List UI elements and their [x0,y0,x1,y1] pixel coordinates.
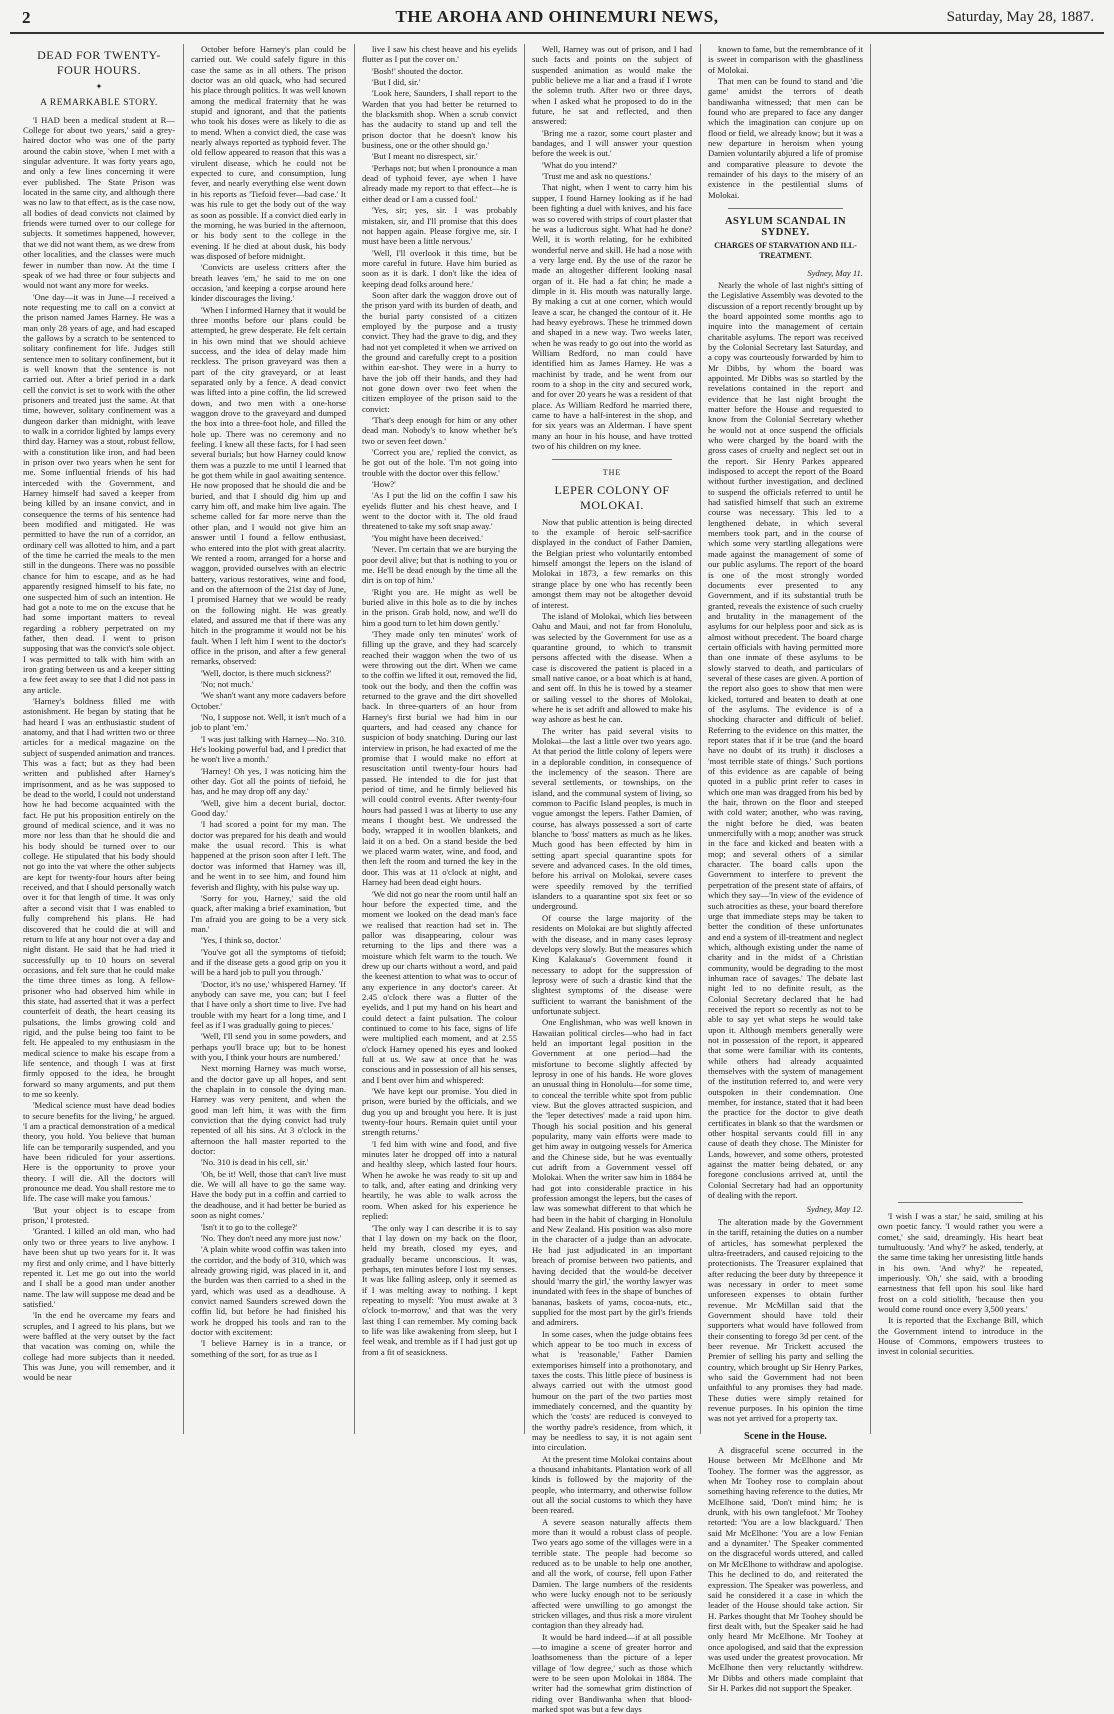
paragraph: Next morning Harney was much worse, and the doctor gave up all hopes, and sent the chaplain in to console the dying man. Harney was very penitent, and when the good man left him, it was with the firm conviction that the dying convict had truly repented of all his sins. At 3 o'clock in the afternoon the hall master reported to the doctor: [191,1063,346,1157]
paragraph: 'Harney! Oh yes, I was noticing him the other day. Got all the points of tiefoid, he has, and he may drop off any day.' [191,765,346,797]
paragraph: 'Isn't it to go to the college?' [201,1221,298,1232]
paragraph: October before Harney's plan could be carried out. We could safely figure in this case the same as in all others. The prison doctor was an old quack, who had secured his place through politics. It was well known among the medical fraternity that he was stupid and ignorant, and that the patients who took his doses were as likely to die as to mend. When a convict died, the case was nearly always reported as typhoid fever. The old fellow appeared to reason that this was a virulent disease, which he could not be expected to cure, and consumption, lung fever, and nearly everything else went down in his reports as 'Tiefoid fever—bad case.' It was his rule to get the body out of the way as soon as possible. If a convict died early in the morning, he was buried in the afternoon, or his body sent to the college in the evening. If he died at about dusk, his body was disposed of before midnight. [191,44,346,261]
paragraph: 'No; not much.' [201,678,254,689]
paragraph: It is reported that the Exchange Bill, which the Government intend to introduce in the House of Commons, empowers trustees to invest in colonial securities. [878,1315,1043,1357]
column-rule [183,44,184,1434]
column-6 [878,44,1043,1434]
paragraph: 'Convicts are useless critters after the breath leaves 'em,' he said to me on one occasion, 'and keeping a corpse around here kinder discourages the living.' [191,262,346,304]
paragraph: 'I had scored a point for my man. The doctor was prepared for his death and would make the usual record. This is what happened at the prison soon after I left. The doctor was informed that Harney was ill, and he went in to see him, and found him feverish and flighty, with his pulse way up. [191,819,346,892]
paragraph: 'No. 310 is dead in his cell, sir.' [201,1157,309,1168]
masthead [10,6,1104,34]
paragraph: 'Granted. I killed an old man, who had only two or three years to live anyhow. I have been shut up two years for it. It was my first and only crime, and I have bitterly repented it. Let me go out into the world and I shall be a good man under another name. The law will suppose me dead and be satisfied.' [23,1226,175,1309]
paragraph: 'How?' [372,479,396,490]
paragraph: 'One day—it was in June—I received a note requesting me to call on a convict at the prison named James Harney. He was a man only 28 years of age, and had escaped the gallows by a scratch to be sentenced to solitary confinement for life. Judges still sentence men to solitary confinement, but it is well known that the sentence is not carried out. After a brief period in a dark cell the convict is set to work with the other prisoners and treated just the same. At that time, however, solitary confinement was a dungeon darker than midnight, with leave to walk in a corridor lighted by lamps every third day. Harney was a stout, robust fellow, with a constitution like iron, and had been in prison over two years when he sent for me. Some influential friends of his had interceded with the Government, and Harney himself had saved a keeper from being killed by an insane convict, and in consequence the terms of his sentence had been modified and mitigated. He was permitted to have the run of a corridor, an ordinary cell was allotted to him, and a part of the time he carried the meals to the men still in the dungeons. There was no possible chance for him to escape, and as he had apparently resigned himself to his fate, no one suspected him of such an intention. He had got a note to me on the excuse that he had some important matters to reveal regarding a robbery perpetrated on my father, then dead. I went to prison supposing that was the convict's sole object. I was permitted to talk with him with an iron grating between us and a keeper sitting a few feet away to see that I did not pass in any article. [23,291,175,695]
paragraph: 'Well, doctor, is there much sickness?' [201,667,332,678]
ornament-divider: ✦ [95,82,103,91]
paragraph: 'Well, I'll send you in some powders, and perhaps you'll brace up; but to be honest with you, I think your hours are numbered.' [191,1031,346,1062]
paragraph: 'I HAD been a medical student at R— College for about two years,' said a grey-haired doctor who was one of the party around the cabin stove, 'when I met with a singular adventure. It was forty years ago, and only a few lines concerning it were ever published. The State Prison was located in the same city, and although there was no law to that effect, as is the case now, all bodies of dead convicts not claimed by friends were turned over to our college for subjects. It sometimes happened, however, that we did not want them, as we drew from other localities, and the classes were much fewer in number than now. At the time I speak of we had three or four subjects and would not want any more for weeks. [23,114,175,291]
article-body [532,517,692,1714]
paragraph: 'Well, I'll overlook it this time, but be more careful in future. Have him buried as soon as it is dark. I don't like the idea of keeping dead folks around here.' [362,247,517,289]
paragraph: Now that public attention is being directed to the example of heroic self-sacrifice displayed in the conduct of Father Damien, the Belgian priest who voluntarily entombed himself amongst the lepers on the island of Molokai in 1873, a few remarks on this strange place by one who has recently been amongst them may not be altogether devoid of interest. [532,516,692,610]
paragraph: It would be hard indeed—if at all possible—to imagine a scene of greater horror and loathsomeness than the picture of a leper village of 'low degree,' such as those which were to be seen upon Molokai in 1884. The writer had the somewhat grim distinction of riding over Bandiwanha when that blood-marked spot was but a few days [532,1631,692,1714]
paragraph: 'I believe Harney is in a trance, or something of the sort, for as true as I [191,1338,346,1359]
paragraph: 'I wish I was a star,' he said, smiling at his own poetic fancy. 'I would rather you were a comet,' she said, dreamingly. His heart beat tumultuously. 'And why?' he asked, tenderly, at the same time taking her unresisting little hands in his own. 'And why?' he repeated, imperiously. 'Oh,' she said, with a brooding earnestness that fell upon his soul like hard frost on a cold sitiolith, 'because then you would come round once every 3,500 years.' [878,1211,1043,1315]
paragraph: 'Perhaps not; but when I pronounce a man dead of typhoid fever, aye when I have already made my report to that effect—he is either dead or I am a cussed fool.' [362,162,517,204]
section-heading: Scene in the House. [744,1430,827,1442]
paragraph: 'Yes, sir; yes, sir. I was probably mistaken, sir, and I'll promise that this does not happen again. Please forgive me, sir. I must have been a little nervous.' [362,205,517,247]
paragraph: 'Trust me and ask no questions.' [542,171,652,182]
article-headline: DEAD FOR TWENTY-FOUR HOURS. [37,48,161,77]
paragraph: 'You've got all the symptoms of tiefoid; and if the disease gets a good grip on you it will be a hard job to pull you through.' [191,946,346,978]
paragraph: 'As I put the lid on the coffin I saw his eyelids flutter and his chest heave, and I went to the doctor with it. The old fraud threatened to take my soft snap away.' [362,490,517,532]
paragraph: 'We did not go near the room until half an hour before the expected time, and the moment we looked on the dead man's face we realised that reaction had set in. The pallor was disappearing, colour was returning to the lips and there was a moisture which felt warm to the touch. We drew up our charts without a word, and paid the keenest attention to what was to occur of any experience in any doctor's career. At 2.45 o'clock there was a flutter of the eyelids, and I put my hand on his heart and could detect a faint pulsation. The colour continued to come to his face, signs of life were multiplied each moment, and at 2.55 o'clock Harney opened his eyes and looked full at us. We saw at once that he was conscious and in possession of all his senses, and I bent over him and whispered: [362,888,517,1085]
paragraph: A severe season naturally affects them more than it would a robust class of people. Two years ago some of the villages were in a terrible state. The people had become so reduced as to be unable to help one another, and all the work, of course, fell upon Father Damien. The large numbers of the residents who were lucky enough not to be seriously affected were unwilling to go amongst the stricken villages, and thus risk a more virulent contagion than they already had. [532,1516,692,1631]
article-subheadline: CHARGES OF STARVATION AND ILL-TREATMENT. [714,240,857,261]
paragraph: 'Never. I'm certain that we are burying the poor devil alive; but that is nothing to you or me. He'll be dead enough by the time all the dirt is on top of him.' [362,544,517,586]
column-rule [354,44,355,1434]
article-divider [898,1202,1023,1203]
column-rule [524,44,525,1434]
paragraph: 'The only way I can describe it is to say that I lay down on my back on the floor, held my breath, closed my eyes, and gradually became unconscious. It was, perhaps, ten minutes before I lost my senses. It was like falling asleep, only it seemed as if I was melting away to nothing. I kept repeating to myself: 'You must awake at 3 o'clock to-morrow,' and that was the very last thing I can remember. My coming back to life was like awakening from sleep, but I feel weak, and tremble as if I had just got up from a fit of seasickness. [362,1222,517,1357]
paragraph: 'What do you intend?' [542,159,617,170]
paper-title: THE AROHA AND OHINEMURI NEWS, [395,7,719,26]
paragraph: known to fame, but the remembrance of it is sweet in comparison with the ghastliness of Molokai. [708,44,863,75]
column-rule [870,44,871,1434]
page-number: 2 [22,8,31,27]
paragraph: 'Sorry for you, Harney,' said the old quack, after making a brief examination, 'but I'm afraid you are going to be a very sick man.' [191,892,346,934]
paragraph: 'We have kept our promise. You died in prison, were buried by the officials, and we dug you up and brought you here. It is just twenty-four hours. Remain quiet until your strength returns.' [362,1086,517,1138]
paragraph: The writer has paid several visits to Molokai—the last a little over two years ago. At that period the little colony of lepers were in a deplorable condition, in consequence of the inclemency of the season. There are several settlements, or townships, on the island, and the communal system of living, so common to Pacific Island peoples, is much in vogue amongst the lepers. Father Damien, of course, has always possessed a sort of carte blanche to 'boss' matters as much as he likes. Much good has been effected by him in setting apart special quarantine spots for severe and advanced cases. In the old times, before his arrival on Molokai, severe cases were speedily removed by the terrified islanders to a quarantine spot six feet or so underground. [532,725,692,912]
paragraph: 'Correct you are,' replied the convict, as he got out of the hole. 'I'm not going into trouble with the doctor over this fellow.' [362,447,517,478]
paragraph: 'They made only ten minutes' work of filling up the grave, and they had scarcely reached their waggon when the two of us were throwing out the dirt. When we came to the coffin we lifted it out, removed the lid, took out the body, and then the coffin was returned to the grave and the dirt shovelled back. In three-quarters of an hour from Harney's first burial we had him in our quarters, and had ceased any chance for suspicion of body snatching. During our last interview in prison, he had exacted of me the promise that I would make no effort at resuscitation until twenty-four hours had passed. He intended to die for just that period of time, and he firmly believed his will could control events. After twenty-four hours had passed I was at liberty to use any means I thought best. We undressed the body, wrapped it in woollen blankets, and laid it on a bed. On a stand beside the bed we placed warm water, wine, and food, and then left the room and turned the key in the door. This was at 11 o'clock at night, and Harney had been dead eight hours. [362,628,517,888]
column-5 [708,44,863,1693]
paragraph: Of course the large majority of the residents on Molokai are but slightly affected with the disease, and in many cases leprosy develops very slowly. But the measures which King Kalakaua's Government found it necessary to adopt for the suppression of leprosy were of such a drastic kind that the slightest symptoms of the disease were sufficient to warrant the banishment of the unfortunate subject. [532,912,692,1016]
blank-column-space [878,44,1043,1194]
paragraph: One Englishman, who was well known in Hawaiian political circles—who had in fact held an important legal position in the Government at one period—had the misfortune to become slightly affected by leprosy in one of his hands. He wore gloves an unusual thing in Honolulu—for some time, to conceal the terrible white spot from public view. But the gloves attracted suspicion, and the 'leper detectives' made a raid upon him. Though his social position and his general popularity, many vain efforts were made to get him away in outgoing vessels for America and the Chinese side, but he was eventually cut adrift from a Government vessel off Molokai. When the writer saw him in 1884 he had got into considerable practice in his profession amongst the lepers, but the cases of law was somewhat different to that which he had been in the habit of charging in Honolulu and New Zealand. His position was also more in the character of a judge than an advocate. He had just adjudicated in an important breach of promise between two patients, and having decided that the would-be deceiver should 'marry the girl,' the worthy lawyer was inundated with fees in the shape of bunches of bananas, baskets of yams, cocoa-nuts, etc., supplied for the most part by the girl's friends and admirers. [532,1017,692,1328]
article-divider [728,208,843,209]
paragraph: 'That's deep enough for him or any other dead man. Nobody's to know whether he's two or seven feet down.' [362,415,517,446]
paragraph: The alteration made by the Government in the tariff, retaining the duties on a number of articles, has somewhat perplexed the ultra-freetraders, and caused rejoicing to the protectionists. The Treasurer explained that after reducing the beer duty by threepence it was necessary in order to meet some unforeseen expenses to obtain further revenue. Mr McMillan said that the Government should have told their supporters what would have followed from their consenting to forego 3d per cent. of the beer revenue. Mr Trickett accused the Premier of selling his party and selling the country, which brought up Sir Henry Parkes, who said the Government had not been unfaithful to any promises they had made. These duties were simply retained for revenue purposes. In his opinion the time was not yet arrived for a property tax. [708,1216,863,1424]
paragraph: That night, when I went to carry him his supper, I found Harney looking as if he had been fighting a duel with knives, and his face was so covered with strips of court plaster that he was a ludicrous sight. What had he done? Well, it is worth relating, for he exhibited wonderful nerve and skill. He had a nose with a very large end. By the use of the razor he made an altogether different looking nasal organ of it. He had a fat chin; he made a dimple in it. His mouth was naturally large. By making a cut at one corner, which would leave a scar, he changed the contour of it. He had heavy eyebrows. These he trimmed down and shaped in a new way. Two weeks later, when he was ready to go out into the world as William Redford, no man could have identified him as James Harney. He was a machinist by trade, and he went from our room to a shop in the city and secured work, and for over 20 years he was a resident of that place. As William Redford he married there, came to have a half-interest in the shop, and for six years was an Alderman. I have spent many an hour in his house, and have trotted two of his children on my knee. [532,182,692,452]
paragraph: 'Bosh!' shouted the doctor. [372,65,463,76]
paragraph: 'In the end he overcame my fears and scruples, and I agreed to his plans, but we were baffled at the very outset by the fact that vacation was coming on, while the college had more subjects than it needed. This was June, you will remember, and it would be near [23,1310,175,1383]
article-divider [552,459,672,460]
article-subheadline: A REMARKABLE STORY. [40,98,158,109]
paragraph: At the present time Molokai contains about a thousand inhabitants. Plantation work of all kinds is followed by the majority of the people, who intermarry, and otherwise follow out all the social customs to which they have been reared. [532,1453,692,1516]
paragraph: 'Well, give him a decent burial, doctor. Good day.' [191,797,346,819]
paragraph: 'Look here, Saunders, I shall report to the Warden that you had better be returned to the blacksmith shop. When a scrub convict has the audacity to stand up and tell the prison doctor that he doesn't know his business, one or the other should go.' [362,88,517,151]
paragraph: 'But your object is to escape from prison,' I protested. [23,1204,175,1226]
issue-date: Saturday, May 28, 1887. [946,9,1094,25]
paragraph: 'No, I suppose not. Well, it isn't much of a job to plant 'em.' [191,712,346,733]
paragraph: 'A plain white wood coffin was taken into the corridor, and the body of 310, which was already growing rigid, was placed in it, and the burden was then carried to a shed in the yard, which was used as a deadhouse. A convict named Saunders screwed down the coffin lid, but before he had finished his work he dropped his tools and ran to the doctor with excitement: [191,1244,346,1337]
paragraph: 'When I informed Harney that it would be three months before our plans could be attempted, he grew desperate. He felt certain in his own mind that we should achieve success, and the idea of delay made him reckless. The prison graveyard was then a part of the city graveyard, or at least separated only by a fence. A dead convict was lifted into a pine coffin, the lid screwed down, and two men with a one-horse waggon drove to the graveyard and dumped the box into a three-foot hole, and filled the hole up. There was no ceremony and no feeling. I knew all these facts, for I had seen several burials; but how Harney could know them was a puzzle to me until I learned that he got them while in gaol awaiting sentence. He now proposed that he should die and be buried, and that I should dig him up and carry him off, and make him live again. The scheme called for far more nerve than the other plan, and I would not give him an answer until I found a fellow enthusiast, who entered into the plot with great alacrity. We rented a room, arranged for a horse and waggon, provided ourselves with an electric battery, various restoratives, wine and food, and on the afternoon of the 21st day of June, I promised Harney that we would be ready on the following night. He was greatly elated, and assured me that if there was any hitch in the programme it would not be his fault. When I left him I went to the doctor's office in the prison, and after a few general remarks, observed: [191,304,346,667]
paragraph: 'Right you are. He might as well be buried alive in this hole as to die by inches in the prison. Grab hold, now, and we'll do him a good turn to let him down gently.' [362,586,517,628]
paragraph: That men can be found to stand and 'die game' amidst the terrors of death bandiwanha witnessed; that men can be found who are prepared to face any danger which the imagination can conjure up on flood or field, we already know; but it was a new departure in heroism when young Damien voluntarily abjured a life of promise and comparative pleasure to devote the remainder of his days to the misery of an existence in the pestilential slums of Molokai. [708,76,863,200]
column-4 [532,44,692,1714]
paragraph: 'I was just talking with Harney—No. 310. He's looking powerful bad, and I predict that he won't live a month.' [191,733,346,765]
paragraph: Nearly the whole of last night's sitting of the Legislative Assembly was devoted to the discussion of a report recently brought up by the board appointed some months ago to inquire into the management of certain charitable asylums. The report was received by the Colonial Secretary last Saturday, and a copy was courteously forwarded by him to Mr Dibbs, by whom the board was appointed. Mr Dibbs was so startled by the revelations contained in the report and evidence that he last night brought the matter before the House and requested to know from the Colonial Secretary whether he would not at once suspend the officials who were charged by the board with the gross cases of cruelty and neglect set out in the report. Sir Henry Parkes appeared indisposed to accept the report of the Board without further investigation, and declined to suspend the officials referred to until he had satisfied himself that such an extreme course was necessary. This led to a lengthened debate, in which several members took part, and in the course of which some very startling allegations were made against the management of some of our public asylums. The report of the board is one of the most strongly worded documents ever presented to any Government, and if its substantial truth be granted, reveals the existence of such cruelty and brutality in the management of the asylums for our helpless poor and sick as is almost without precedent. The board charge certain officials with having permitted more than one inmate of these asylums to be slowly starved to death, and particulars of several of these cases are given. A portion of the report also goes to show that men were kicked, tortured and beaten to death at one of the asylums. The evidence is of a shocking character and difficult of belief. Referring to the evidence on this matter, the report states that if it be true (and the board have no doubt of its truth) it discloses a 'most terrible state of things.' Such portions of this evidence as are capable of being quoted in a public print refer to cases in which one man was dragged from his bed by the hair, thrown on the floor and steeped with cold water; another, who was raving, the night before he died, was beaten unmercifully with a mop; another was struck in the face and kicked and beaten with a mop; and several others of a similar character. The board calls upon the Government to interfere to prevent the perpetration of the present state of affairs, of which they say—'In view of the evidence of such atrocities as these, your board therefore urge that immediate steps may be taken to better the condition of these unfortunates and end a system of ill-treatment and neglect which, although existing under the name of charity and in the midst of a Christian community, would be degrading to the most inhuman race of savages.' The debate last night led to no definite result, as the Colonial Secretary declared that he had received the report so recently as not to be able to say yet what steps he would take upon it. Although members generally were not in possession of the report, it appeared that some were familiar with its contents, while others had already acquainted themselves with the system of management of the institution referred to, and were very outspoken in their condemnation. One member, for instance, stated that it had been the practice for the doctor to give death certificates in blank so that the wardsmen or other hospital servants could fill in any cause of death they chose. The Minister for Lands, however, and some others, protested against the matter being debated, or any foregone conclusions arrived at, until the Colonial Secretary had had an opportunity of dealing with the report. [708,279,863,1201]
paragraph: Soon after dark the waggon drove out of the prison yard with its burden of death, and the burial party consisted of a citizen employed by the purpose and a trusty convict. They had the grave to dig, and they had not yet completed it when we arrived on the ground and carefully crept to a position within ear-shot. They were in a hurry to have the job off their hands, and they had not gone down over two feet when the citizen employee of the prison said to the convict: [362,289,517,414]
paragraph: In some cases, when the judge obtains fees which appear to be too much in excess of what is 'reasonable,' Father Damien extemporises himself into a prothonotary, and taxes the costs. This little piece of business is always carried out with the utmost good humour on the part of the two parties most immediately concerned, and the quantity by which the 'costs' are reduced is conveyed to the worthy padre's residence, from which, it may be needless to say, it is not again sent into circulation. [532,1328,692,1453]
column-2 [191,44,346,1434]
paragraph: live I saw his chest heave and his eyelids flutter as I put the cover on.' [362,44,517,65]
paragraph: Well, Harney was out of prison, and I had such facts and points on the subject of suspended animation as would make the public believe me a liar and a fraud if I wrote the solemn truth. After two or three days, when I asked what he proposed to do in the future, he sat and reflected, and then answered: [532,44,692,127]
dateline: Sydney, May 12. [806,1204,863,1215]
paragraph: 'Oh, be it! Well, those that can't live must die. We will all have to go the same way. Have the body put in a coffin and carried to the deadhouse, and it had better be buried as soon as night comes.' [191,1168,346,1221]
article-headline: ASYLUM SCANDAL IN SYDNEY. [724,216,847,238]
paragraph: The island of Molokai, which lies between Oahu and Maui, and not far from Honolulu, was selected by the Government for use as a quarantine ground, to which to transmit persons affected with the disease. When a case is discovered the patient is placed in a small native canoe, or a boat which is at hand, and sent off. In this he is towed by a steamer or sailing vessel to the shores of Molokai, where he is set adrift and allowed to make his way ashore as best he can. [532,610,692,725]
column-3 [362,44,517,1434]
article-kicker: THE [602,468,622,478]
paragraph: 'You might have been deceived.' [372,532,483,543]
paragraph: 'Medical science must have dead bodies to secure benefits for the living,' he argued. 'I am a practical demonstration of a medical theory, you hold. You believe that human life can be temporarily suspended, and you have been ridiculed for your assertions. Here is the opportunity to prove your theory. I will die. All the doctors will pronounce me dead. You shall restore me to life. The case will make you famous.' [23,1100,175,1204]
paragraph: 'Doctor, it's no use,' whispered Harney. 'If anybody can save me, you can; but I feel that I have only a short time to live. I've had trouble with my heart for a long time, and I feel as if I was gradually going to pieces.' [191,978,346,1030]
paragraph: 'But I did, sir.' [372,77,421,88]
paragraph: 'We shan't want any more cadavers before October.' [191,690,346,711]
column-1 [23,44,175,1434]
column-rule [700,44,701,1434]
paragraph: 'But I meant no disrespect, sir.' [372,151,478,162]
paragraph: 'Yes, I think so, doctor.' [201,935,282,946]
dateline: Sydney, May 11. [807,267,863,278]
paragraph: 'I fed him with wine and food, and five minutes later he dropped off into a natural and healthy sleep, which lasted four hours. When he awoke he was ready to sit up and to talk, and, after eating and drinking very heartily, he was able to walk across the room. When asked for his experience he replied: [362,1138,517,1222]
paragraph: 'No. They don't need any more just now.' [201,1232,342,1243]
paragraph: 'Bring me a razor, some court plaster and bandages, and I will answer your question before the week is out.' [532,127,692,159]
paragraph: A disgraceful scene occurred in the House between Mr McElhone and Mr Toohey. The former was the aggressor, as when Mr Toohey rose to complain about something having reference to the duties, Mr McElhone said, 'Don't mind him; he is drunk, with his own tanglefoot.' Mr Toohey retorted: 'You are a low blackguard.' Then said Mr McElhone: 'You are a low Fenian and a dynamiter.' The Speaker commented on the disgraceful words uttered, and called on Mr McElhone to withdraw and apologise. This he declined to do, and reiterated the expression. The Speaker was powerless, and said he considered it a case in which the leader of the House should take action. Sir H. Parkes thought that Mr Toohey should be first dealt with, but the Speaker said he had only heard Mr McElhone. Mr Toohey at once apologised, and said that the expression was used under the greatest provocation. Mr McElhone then very reluctantly withdrew. Mr Dibbs and others made complaint that Sir H. Parkes did not support the Speaker. [708,1445,863,1693]
article-body [23,115,175,1383]
article-headline: LEPER COLONY OF MOLOKAI. [554,482,670,512]
paragraph: 'Harney's boldness filled me with astonishment. He began by stating that he had heard I was an enthusiastic student of anatomy, and that I had written two or three articles for a medical magazine on the subject of suspended animation and trances. This was a fact; but as they had been written and published after Harney's imprisonment, and as he was supposed to be dead to the world, I could not understand how he had become acquainted with the fact. He put his proposition entirely on the ground of medical science, and it was no more nor less than that he should die and his body should be turned over to our college. He stipulated that his body should not go into the vat where the other subjects are kept for twenty-four hours after being received, and that I should personally watch over it for that length of time. It was only after a second visit that I was enabled to fully comprehend his plans. He had discovered that he could die at will and return to life at any hour not over a day and night distant. He said that he had tried it successfully up to 10 hours on several occasions, and felt sure that he could make the time three times as long. A fellow-prisoner who had observed him while in this state, had asserted that it was a perfect counterfeit of death, the heart ceasing its pulsations, the limbs growing cold and rigid, and the pulse being too faint to be felt. He appealed to my enthusiasm in the medical science to make his escape from a life sentence, and though I was at first firmly opposed to the idea, he brought forward so many arguments, and put them to me so keenly. [23,695,175,1099]
